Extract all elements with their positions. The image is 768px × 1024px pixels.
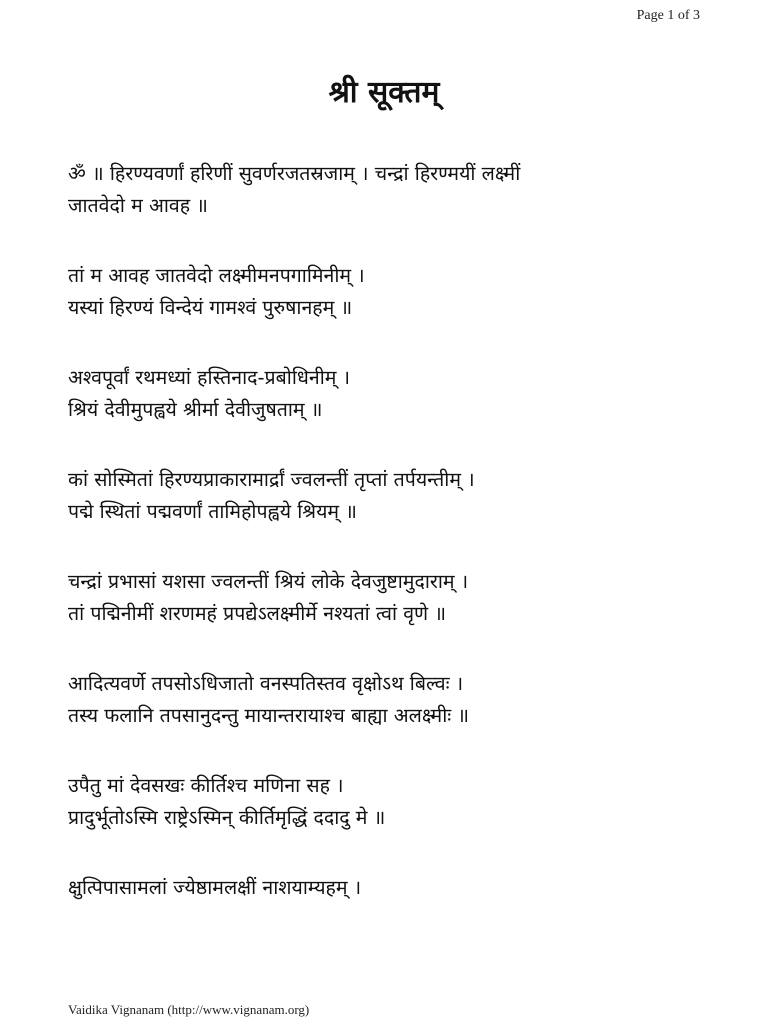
verse-6 [68, 668, 748, 732]
verse-line: प्रादुर्भूतोऽस्मि राष्ट्रेऽस्मिन् कीर्तिमृद्धिं ददादु मे ॥ [68, 806, 386, 829]
verse-line: चन्द्रां प्रभासां यशसा ज्वलन्तीं श्रियं लोके देवजुष्टामुदाराम् । [68, 570, 469, 593]
verse-1 [68, 158, 748, 222]
verse-4 [68, 464, 748, 528]
verse-line: जातवेदो म आवह ॥ [68, 194, 208, 217]
verse-line: उपैतु मां देवसखः कीर्तिश्च मणिना सह । [68, 774, 344, 797]
verse-line: श्रियं देवीमुपह्वये श्रीर्मा देवीजुषताम् ॥ [68, 398, 323, 421]
verse-line: यस्यां हिरण्यं विन्देयं गामश्वं पुरुषानहम् ॥ [68, 296, 353, 319]
verse-line: कां सोस्मितां हिरण्यप्राकारामार्द्रां ज्वलन्तीं तृप्तां तर्पयन्तीम् । [68, 468, 475, 491]
verse-line: क्षुत्पिपासामलां ज्येष्ठामलक्षीं नाशयाम्यहम् । [68, 876, 362, 899]
verse-line: ॐ ॥ हिरण्यवर्णां हरिणीं सुवर्णरजतस्रजाम् । चन्द्रां हिरण्मयीं लक्ष्मीं [68, 162, 521, 185]
verse-line: तस्य फलानि तपसानुदन्तु मायान्तरायाश्च बाह्या अलक्ष्मीः ॥ [68, 704, 470, 727]
verse-line: तां म आवह जातवेदो लक्ष्मीमनपगामिनीम् । [68, 264, 365, 287]
page-title: श्री सूक्तम् [328, 75, 440, 110]
verse-2 [68, 260, 748, 324]
verse-5 [68, 566, 748, 630]
verse-3 [68, 362, 748, 426]
footer-source: Vaidika Vignanam (http://www.vignanam.org) [68, 1002, 310, 1017]
verse-8 [68, 872, 748, 904]
verse-line: अश्वपूर्वां रथमध्यां हस्तिनाद-प्रबोधिनीम् । [68, 366, 350, 389]
page-number: Page 1 of 3 [636, 8, 700, 23]
verse-line: आदित्यवर्णे तपसोऽधिजातो वनस्पतिस्तव वृक्षोऽथ बिल्वः । [68, 672, 464, 695]
verse-list [68, 158, 748, 942]
verse-line: तां पद्मिनीमीं शरणमहं प्रपद्येऽलक्ष्मीर्मे नश्यतां त्वां वृणे ॥ [68, 602, 447, 625]
verse-line: पद्मे स्थितां पद्मवर्णां तामिहोपह्वये श्रियम् ॥ [68, 500, 357, 523]
verse-7 [68, 770, 748, 834]
